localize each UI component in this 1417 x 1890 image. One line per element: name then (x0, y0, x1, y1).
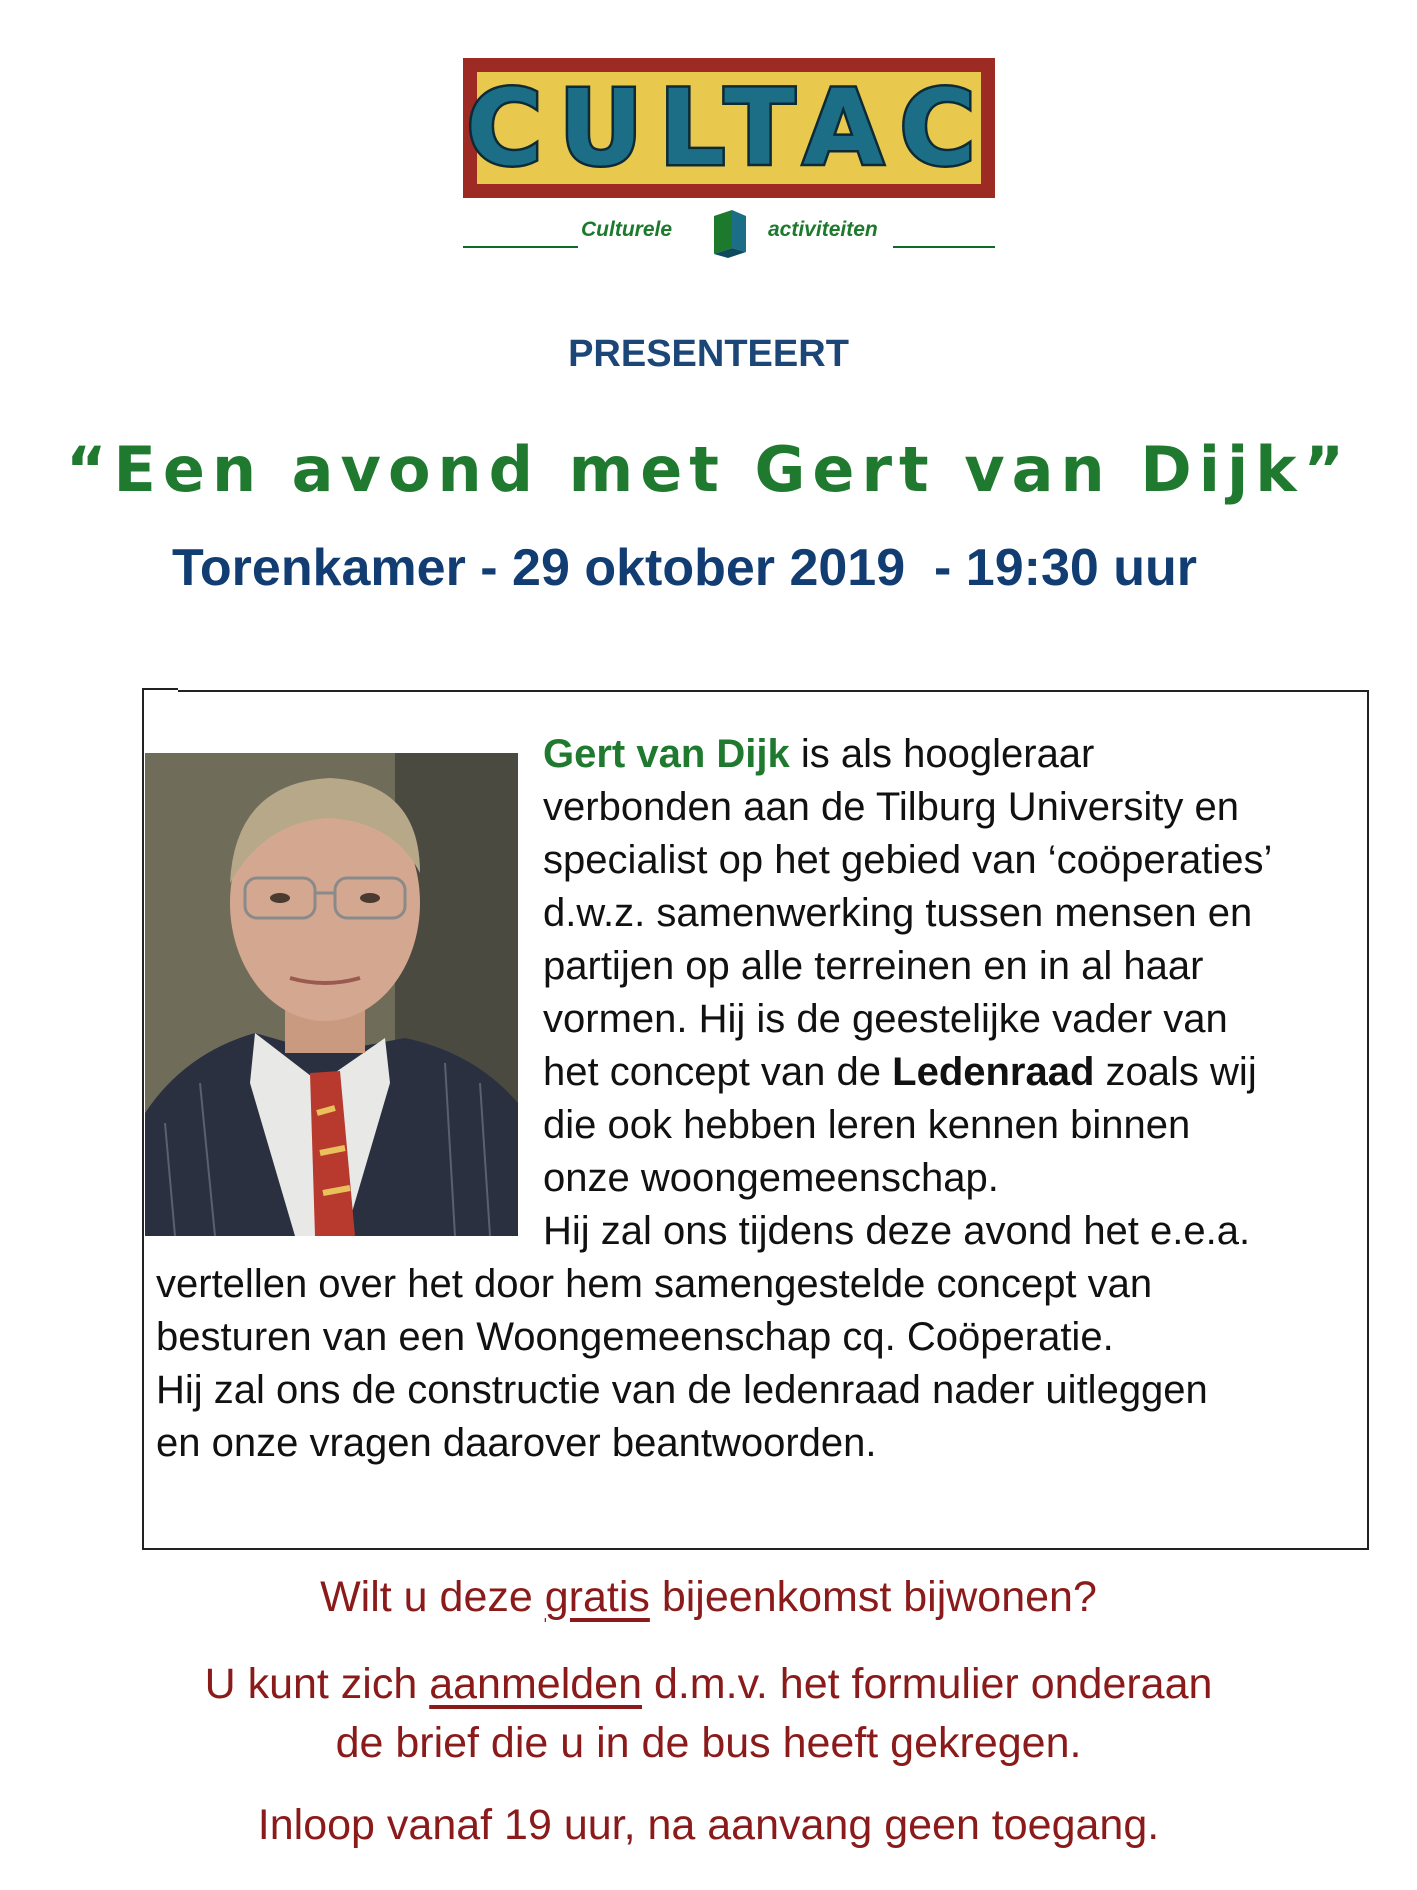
bio-line-1 (543, 728, 1094, 781)
speaker-name: Gert van Dijk (543, 732, 790, 776)
bio-line-8: die ook hebben leren kennen binnen (543, 1103, 1191, 1147)
bio-line-12: besturen van een Woongemeenschap cq. Coöperatie. (156, 1315, 1114, 1359)
cube-icon (710, 208, 750, 258)
register-line-2: de brief die u in de bus heeft gekregen. (335, 1719, 1082, 1767)
tagline-left: Culturele (581, 218, 673, 241)
event-title: “Een avond met Gert van Dijk” (65, 433, 1352, 506)
logo-inner (466, 67, 992, 189)
bio-line-11: vertellen over het door hem samengestelde concept van (156, 1262, 1153, 1306)
bio-line-7-pre: het concept van de (543, 1050, 893, 1094)
attend-question-post: bijeenkomst bijwonen? (649, 1573, 1097, 1621)
ledenraad-emphasis: Ledenraad (892, 1050, 1095, 1094)
bio-line-14: en onze vragen daarover beantwoorden. (156, 1421, 877, 1465)
bio-line-13: Hij zal ons de constructie van de ledenraad nader uitleggen (156, 1368, 1208, 1412)
tagline-rule-right (893, 246, 995, 248)
bio-line-4: d.w.z. samenwerking tussen mensen en (543, 891, 1253, 935)
bio-line-9: onze woongemeenschap. (543, 1156, 999, 1200)
presents-heading: PRESENTEERT (568, 333, 849, 375)
tagline-right: activiteiten (768, 218, 878, 241)
bio-line-7 (543, 1046, 1257, 1099)
logo-text: CULTAC (466, 67, 992, 189)
register-emphasis: aanmelden (429, 1660, 642, 1708)
free-emphasis: gratis (544, 1573, 650, 1621)
register-pre: U kunt zich (204, 1660, 430, 1708)
bio-line-7-post: zoals wij (1094, 1050, 1257, 1094)
bio-line-2: verbonden aan de Tilburg University en (543, 785, 1239, 829)
portrait-illustration (145, 753, 518, 1236)
register-post: d.m.v. het formulier onderaan (642, 1660, 1213, 1708)
attend-question (0, 1573, 1417, 1622)
bio-line-6: vormen. Hij is de geestelijke vader van (543, 997, 1228, 1041)
cultac-logo (463, 58, 995, 198)
event-location-date-time: Torenkamer - 29 oktober 2019 - 19:30 uur (172, 539, 1197, 597)
attend-question-pre: Wilt u deze (320, 1573, 545, 1621)
bio-line-5: partijen op alle terreinen en in al haar (543, 944, 1204, 988)
bio-line-1-text: is als hoogleraar (789, 732, 1095, 776)
register-line-1 (0, 1660, 1417, 1709)
tagline-rule-left (463, 246, 578, 248)
bio-line-10: Hij zal ons tijdens deze avond het e.e.a. (543, 1209, 1251, 1253)
bio-line-3: specialist op het gebied van ‘coöperaties’ (543, 838, 1273, 882)
logo-tagline (463, 208, 995, 258)
walk-in-note: Inloop vanaf 19 uur, na aanvang geen toegang. (257, 1801, 1160, 1849)
portrait-photo (145, 753, 518, 1236)
